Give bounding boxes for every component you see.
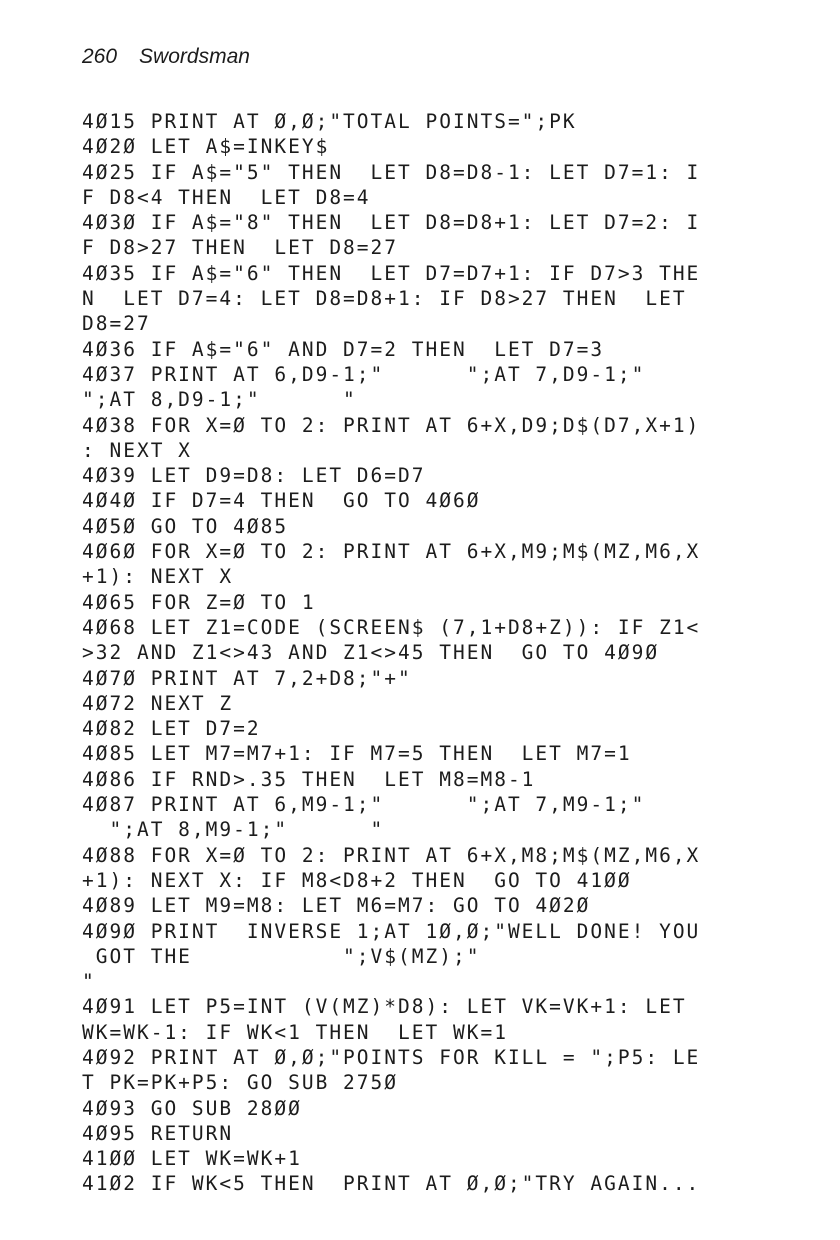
code-line: 4Ø37 PRINT AT 6,D9-1;" ";AT 7,D9-1;": [82, 362, 646, 386]
code-line: 4Ø93 GO SUB 28ØØ: [82, 1096, 302, 1120]
code-line: 4Ø88 FOR X=Ø TO 2: PRINT AT 6+X,M8;M$(MZ,M6,X: [82, 843, 701, 867]
page-number: 260: [82, 45, 118, 68]
code-line: 4Ø95 RETURN: [82, 1121, 234, 1145]
code-line: F D8>27 THEN LET D8=27: [82, 236, 399, 260]
code-line: F D8<4 THEN LET D8=4: [82, 185, 371, 209]
program-listing: [82, 109, 782, 1197]
code-line: 4Ø86 IF RND>.35 THEN LET M8=M8-1: [82, 767, 536, 791]
code-line: 4Ø2Ø LET A$=INKEY$: [82, 135, 330, 159]
code-line: 4Ø9Ø PRINT INVERSE 1;AT 1Ø,Ø;"WELL DONE! YOU: [82, 919, 701, 943]
code-line: 4Ø89 LET M9=M8: LET M6=M7: GO TO 4Ø2Ø: [82, 894, 591, 918]
code-line: ": [82, 970, 96, 994]
code-line: 4Ø82 LET D7=2: [82, 717, 261, 741]
code-line: ";AT 8,D9-1;" ": [82, 388, 357, 412]
page-header: [82, 40, 250, 74]
code-line: 4Ø15 PRINT AT Ø,Ø;"TOTAL POINTS=";PK: [82, 110, 577, 133]
code-line: D8=27: [82, 312, 151, 336]
code-line: 4Ø7Ø PRINT AT 7,2+D8;"+": [82, 666, 412, 690]
code-line: 4Ø92 PRINT AT Ø,Ø;"POINTS FOR KILL = ";P5: LE: [82, 1045, 701, 1069]
code-line: : NEXT X: [82, 438, 192, 462]
code-line: 4Ø6Ø FOR X=Ø TO 2: PRINT AT 6+X,M9;M$(MZ,M6,X: [82, 540, 701, 564]
code-line: 4Ø72 NEXT Z: [82, 691, 234, 715]
code-line: 41Ø2 IF WK<5 THEN PRINT AT Ø,Ø;"TRY AGAIN...: [82, 1172, 701, 1196]
code-line: 4Ø5Ø GO TO 4Ø85: [82, 514, 289, 538]
code-line: WK=WK-1: IF WK<1 THEN LET WK=1: [82, 1020, 508, 1044]
code-line: 4Ø25 IF A$="5" THEN LET D8=D8-1: LET D7=1: I: [82, 160, 701, 184]
code-line: N LET D7=4: LET D8=D8+1: IF D8>27 THEN LET: [82, 287, 687, 311]
code-line: GOT THE ";V$(MZ);": [82, 944, 481, 968]
code-line: >32 AND Z1<>43 AND Z1<>45 THEN GO TO 4Ø9Ø: [82, 641, 660, 665]
code-line: 4Ø39 LET D9=D8: LET D6=D7: [82, 464, 426, 488]
code-line: 4Ø87 PRINT AT 6,M9-1;" ";AT 7,M9-1;": [82, 793, 646, 817]
code-line: 4Ø85 LET M7=M7+1: IF M7=5 THEN LET M7=1: [82, 742, 632, 766]
code-line: 4Ø4Ø IF D7=4 THEN GO TO 4Ø6Ø: [82, 489, 481, 513]
code-line: +1): NEXT X: [82, 565, 234, 589]
chapter-title: Swordsman: [139, 45, 250, 68]
code-line: 4Ø68 LET Z1=CODE (SCREEN$ (7,1+D8+Z)): IF Z1<: [82, 615, 701, 639]
code-line: 4Ø91 LET P5=INT (V(MZ)*D8): LET VK=VK+1: LET: [82, 995, 687, 1019]
code-line: 4Ø3Ø IF A$="8" THEN LET D8=D8+1: LET D7=2: I: [82, 211, 701, 235]
code-line: 41ØØ LET WK=WK+1: [82, 1147, 302, 1171]
code-line: T PK=PK+P5: GO SUB 275Ø: [82, 1071, 399, 1095]
code-line: ";AT 8,M9-1;" ": [82, 818, 385, 842]
code-line: 4Ø65 FOR Z=Ø TO 1: [82, 590, 316, 614]
code-line: 4Ø35 IF A$="6" THEN LET D7=D7+1: IF D7>3 THE: [82, 261, 701, 285]
code-line: +1): NEXT X: IF M8<D8+2 THEN GO TO 41ØØ: [82, 868, 632, 892]
code-line: 4Ø36 IF A$="6" AND D7=2 THEN LET D7=3: [82, 337, 605, 361]
code-line: 4Ø38 FOR X=Ø TO 2: PRINT AT 6+X,D9;D$(D7,X+1): [82, 413, 701, 437]
